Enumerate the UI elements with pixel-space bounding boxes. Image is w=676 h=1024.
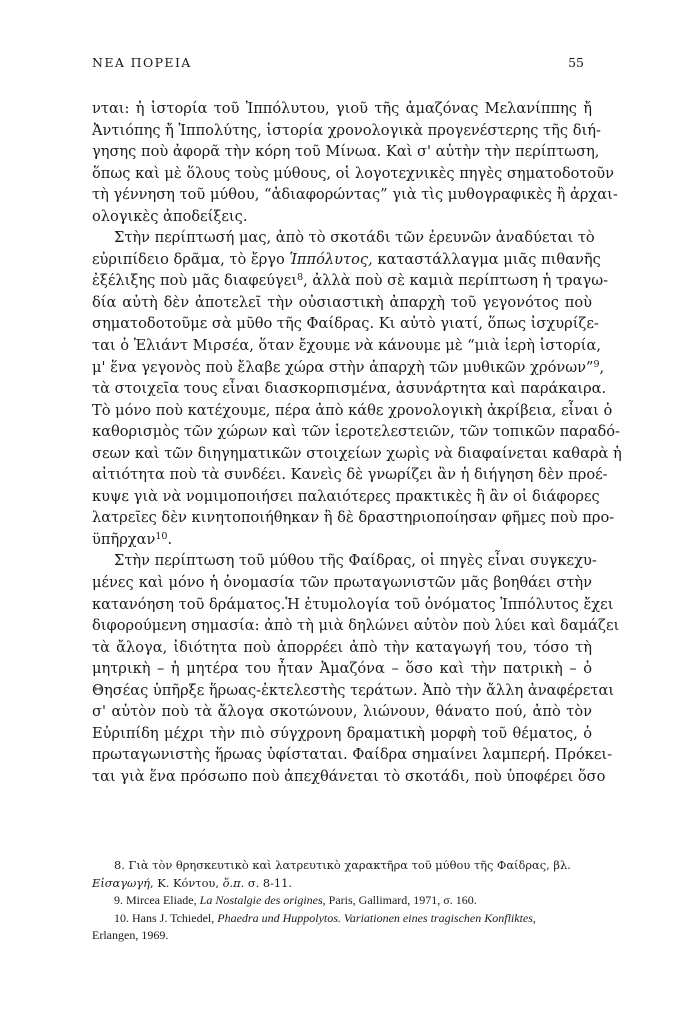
text-line: Θησέας ὑπῆρξε ἥρωας-ἐκτελεστὴς τεράτων. Ἀπὸ τὴν ἄλλη ἀναφέρεται (92, 681, 615, 699)
body-text (92, 98, 622, 788)
footnote-italic: La Nostalgie des origines, (199, 893, 326, 907)
text-line: δία αὐτὴ δὲν ἀποτελεῖ τὴν οὐσιαστικὴ ἀπαρχὴ τοῦ γεγονότος ποὺ (92, 293, 592, 311)
text-line: σηματοδοτοῦμε σὰ μῦθο τῆς Φαίδρας. Κι αὐτὸ γιατί, ὅπως ἰσχυρίζε- (92, 315, 599, 333)
page-number: 55 (568, 55, 584, 70)
footnote-8 (92, 857, 592, 892)
text-line: ολογικὲς ἀποδείξεις. (92, 207, 248, 225)
footnote-text: 8. Γιὰ τὸν θρησκευτικὸ καὶ λατρευτικὸ χαρακτῆρα τοῦ μύθου τῆς Φαίδρας, βλ. (114, 858, 571, 872)
work-title: Ἱππόλυτος, (289, 250, 373, 268)
footnote-text: Paris, Gallimard, 1971, σ. 160. (325, 893, 477, 907)
footnote-continuation (92, 875, 592, 893)
footnote-text: , Κ. Κόντου, (149, 875, 223, 890)
text-line: Τὸ μόνο ποὺ κατέχουμε, πέρα ἀπὸ κάθε χρονολογικὴ ἀκρίβεια, εἶναι ὁ (92, 401, 613, 419)
text-line: καθορισμὸς τῶν χώρων καὶ τῶν ἱεροτελεστειῶν, τῶν τοπικῶν παραδό- (92, 423, 620, 441)
footnote-italic: Εἰσαγωγή (92, 875, 150, 890)
text-line: Στὴν περίπτωσή μας, ἀπὸ τὸ σκοτάδι τῶν ἐρευνῶν ἀναδύεται τὸ (114, 229, 595, 247)
text-segment: . (167, 530, 173, 548)
text-line: ὅπως καὶ μὲ ὅλους τοὺς μύθους, οἱ λογοτεχνικὲς πηγὲς σηματοδοτοῦν (92, 164, 614, 182)
text-line: τὰ στοιχεῖα τους εἶναι διασκορπισμένα, ἀσυνάρτητα καὶ παράκαιρα. (92, 380, 607, 398)
footnote-text: 9. Mircea Eliade, (114, 893, 200, 907)
footnote-continuation: Erlangen, 1969. (92, 928, 169, 942)
text-line: τὰ ἄλογα, ἰδιότητα ποὺ ἀπορρέει ἀπὸ τὴν καταγωγή του, τόσο τὴ (92, 638, 592, 656)
footnote-text: 10. Hans J. Tchiedel, (114, 910, 218, 925)
text-line (92, 270, 609, 292)
text-line: σ' αὐτὸν ποὺ τὰ ἄλογα σκοτώνουν, λιώνουν, θάνατο πού, ἀπὸ τὸν (92, 703, 592, 721)
text-line: ται γιὰ ἕνα πρόσωπο ποὺ ἀπεχθάνεται τὸ σκοτάδι, ποὺ ὑποφέρει ὅσο (92, 767, 606, 785)
footnote-text: σ. 8-11. (244, 875, 293, 890)
text-line: ται ὁ Ἐλιάντ Μιρσέα, ὅταν ἔχουμε νὰ κάνουμε μὲ “μιὰ ἱερὴ ἱστορία, (92, 337, 601, 355)
text-segment: ἐξέλιξης ποὺ μᾶς διαφεύγει (92, 272, 298, 290)
text-line: μένες καὶ μόνο ἡ ὀνομασία τῶν πρωταγωνιστῶν μᾶς βοηθάει στὴν (92, 574, 592, 592)
text-line: Στὴν περίπτωση τοῦ μύθου τῆς Φαίδρας, οἱ πηγὲς εἶναι συγκεχυ- (114, 552, 597, 570)
footnote-ref: 10 (155, 530, 168, 542)
footnote-italic: ὅ.π. (222, 875, 245, 890)
running-head: ΝΕΑ ΠΟΡΕΙΑ (92, 55, 192, 70)
text-line (92, 357, 605, 379)
text-line: νται: ἡ ἱστορία τοῦ Ἱππόλυτου, γιοῦ τῆς ἀμαζόνας Μελανίππης ἤ (92, 100, 592, 117)
text-line: μητρικὴ – ἡ μητέρα του ἦταν Ἀμαζόνα – ὅσο καὶ τὴν πατρικὴ – ὁ (92, 660, 592, 678)
footnote-ref: 8 (297, 272, 304, 284)
text-line (92, 249, 601, 271)
text-line: λατρεῖες δὲν κινητοποιήθηκαν ἢ δὲ δραστηριοποίησαν φῆμες ποὺ προ- (92, 509, 615, 527)
footnote-ref: 9 (593, 358, 600, 370)
text-segment: , ἀλλὰ ποὺ σὲ καμιὰ περίπτωση ἡ τραγω- (303, 272, 609, 290)
text-line: Ἀντιόπης ἤ Ἱππολύτης, ἱστορία χρονολογικὰ προγενέστερης τῆς διή- (92, 121, 601, 139)
text-line: διφορούμενη σημασία: ἀπὸ τὴ μιὰ δηλώνει αὐτὸν ποὺ λύει καὶ δαμάζει (92, 617, 620, 635)
text-line: πρωταγωνιστὴς ἥρωας ὑφίσταται. Φαίδρα σημαίνει λαμπερή. Πρόκει- (92, 746, 613, 764)
text-line: κατανόηση τοῦ δράματος.Ἡ ἐτυμολογία τοῦ ὀνόματος Ἱππόλυτος ἔχει (92, 595, 614, 613)
text-line: σεων καὶ τῶν διηγηματικῶν στοιχείων χωρὶς νὰ διαφαίνεται καθαρὰ ἡ (92, 444, 622, 462)
text-line: Εὐριπίδη μέχρι τὴν πιὸ σύγχρονη δραματικὴ μορφὴ τοῦ θέματος, ὁ (92, 724, 592, 742)
text-segment: καταστάλλαγμα μιᾶς πιθανῆς (377, 250, 601, 268)
text-segment: μ' ἕνα γεγονὸς ποὺ ἔλαβε χώρα στὴν ἀπαρχὴ τῶν μυθικῶν χρόνων” (92, 358, 594, 376)
text-segment: ϋπῆρχαν (92, 530, 156, 548)
footnote-10 (92, 910, 592, 945)
text-line: τὴ γέννηση τοῦ μύθου, “ἀδιαφορώντας” γιὰ τὶς μυθογραφικὲς ἢ ἀρχαι- (92, 186, 618, 204)
text-segment: , (599, 358, 605, 376)
footnotes (92, 857, 592, 945)
text-line: γησης ποὺ ἀφορᾶ τὴν κόρη τοῦ Μίνωα. Καὶ σ' αὐτὴν τὴν περίπτωση, (92, 143, 600, 161)
text-line (92, 529, 592, 551)
text-line: αἰτιότητα ποὺ τὰ συνδέει. Κανεὶς δὲ γνωρίζει ἂν ἡ διήγηση δὲν προέ- (92, 466, 608, 484)
footnote-9 (92, 892, 592, 910)
footnote-italic: Phaedra und Huppolytos. Variationen eines tragischen Konfliktes, (217, 910, 536, 925)
text-line: κυψε γιὰ νὰ νομιμοποιήσει παλαιότερες πρακτικὲς ἢ ἂν οἱ διάφορες (92, 487, 600, 505)
text-segment: εὐριπίδειο δρᾶμα, τὸ ἔργο (92, 250, 285, 268)
